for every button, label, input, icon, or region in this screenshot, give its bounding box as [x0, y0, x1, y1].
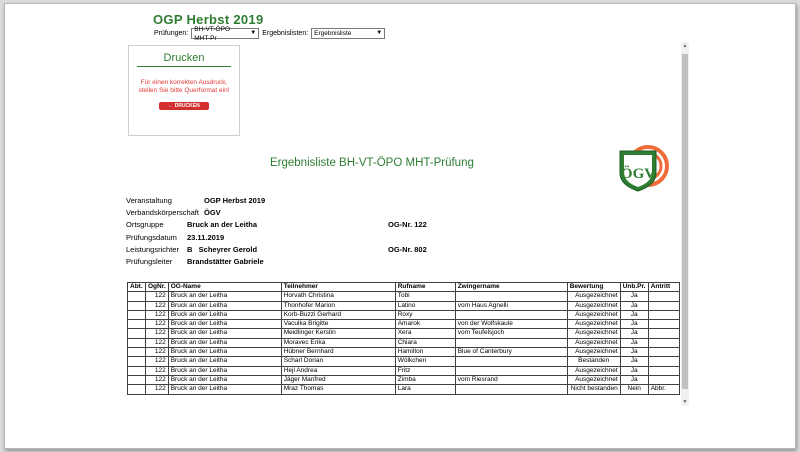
col-antritt: Antritt: [648, 283, 679, 292]
rufname-cell: Xera: [395, 329, 455, 338]
table-row: [128, 366, 680, 375]
table-row: [128, 348, 680, 357]
rufname-cell: Latino: [395, 301, 455, 310]
og-name-cell: Bruck an der Leitha: [168, 348, 281, 357]
print-note: [129, 79, 239, 95]
abt-cell: [128, 320, 146, 329]
table-row: [128, 375, 680, 384]
datum-label: Prüfungsdatum: [126, 232, 177, 242]
leiter-value: Brandstätter Gabriele: [187, 256, 264, 266]
ergebnislisten-label: Ergebnislisten:: [262, 30, 309, 37]
antritt-cell: [648, 366, 679, 375]
antritt-cell: [648, 301, 679, 310]
zwingername-cell: [455, 310, 567, 319]
col-bewertung: Bewertung: [567, 283, 620, 292]
table-row: [128, 301, 680, 310]
table-row: [128, 310, 680, 319]
rufname-cell: Fritz: [395, 366, 455, 375]
datum-value: 23.11.2019: [187, 232, 225, 242]
ognr-cell: 122: [146, 338, 169, 347]
print-note-line-1: Für einen korrekten Ausdruck,: [140, 79, 228, 86]
filter-bar: [154, 25, 385, 42]
ergebnislisten-select[interactable]: [311, 28, 385, 39]
print-note-line-2: stellen Sie bitte Querformat ein!: [138, 87, 230, 94]
og-nr-2: OG-Nr. 802: [388, 244, 427, 254]
print-panel-title: Drucken: [163, 52, 205, 64]
unb-pr-cell: Ja: [620, 348, 648, 357]
bewertung-cell: Bestanden: [567, 357, 620, 366]
unb-pr-cell: Ja: [620, 310, 648, 319]
ognr-cell: 122: [146, 366, 169, 375]
og-name-cell: Bruck an der Leitha: [168, 338, 281, 347]
ognr-cell: 122: [146, 320, 169, 329]
logo-text: ÖGV: [620, 166, 656, 182]
ognr-cell: 122: [146, 292, 169, 301]
pruefungen-label: Prüfungen:: [154, 30, 189, 37]
bewertung-cell: Ausgezeichnet: [567, 375, 620, 384]
table-row: [128, 385, 680, 394]
unb-pr-cell: Ja: [620, 357, 648, 366]
og-name-cell: Bruck an der Leitha: [168, 292, 281, 301]
abt-cell: [128, 310, 146, 319]
meta-row-leiter: [126, 257, 456, 269]
chevron-down-icon: ▼: [376, 30, 383, 36]
rufname-cell: Tobi: [395, 292, 455, 301]
print-button[interactable]: [159, 102, 209, 110]
oegv-logo-icon: [615, 145, 669, 193]
richter-label: Leistungsrichter: [126, 244, 179, 254]
verband-value: ÖGV: [204, 208, 221, 218]
og-name-cell: Bruck an der Leitha: [168, 357, 281, 366]
teilnehmer-cell: Thonhofer Marion: [281, 301, 395, 310]
col-teilnehmer: Teilnehmer: [281, 283, 395, 292]
zwingername-cell: [455, 357, 567, 366]
zwingername-cell: vom Riesrand: [455, 375, 567, 384]
chevron-down-icon: ▼: [250, 30, 257, 36]
veranstaltung-value: OGP Herbst 2019: [204, 196, 266, 205]
rufname-cell: Roxy: [395, 310, 455, 319]
table-header-row: [128, 283, 680, 292]
unb-pr-cell: Ja: [620, 366, 648, 375]
ognr-cell: 122: [146, 375, 169, 384]
abt-cell: [128, 385, 146, 394]
ortsgruppe-label: Ortsgruppe: [126, 220, 164, 230]
teilnehmer-cell: Korb-Buzzi Gerhard: [281, 310, 395, 319]
teilnehmer-cell: Meidlinger Kerstin: [281, 329, 395, 338]
og-name-cell: Bruck an der Leitha: [168, 320, 281, 329]
ognr-cell: 122: [146, 357, 169, 366]
antritt-cell: [648, 375, 679, 384]
bewertung-cell: Ausgezeichnet: [567, 310, 620, 319]
teilnehmer-cell: Hübner Bernhard: [281, 348, 395, 357]
og-name-cell: Bruck an der Leitha: [168, 329, 281, 338]
og-name-cell: Bruck an der Leitha: [168, 366, 281, 375]
teilnehmer-cell: Mraz Thomas: [281, 385, 395, 394]
table-row: [128, 320, 680, 329]
abt-cell: [128, 292, 146, 301]
abt-cell: [128, 357, 146, 366]
antritt-cell: [648, 329, 679, 338]
antritt-cell: [648, 292, 679, 301]
antritt-cell: Abbr.: [648, 385, 679, 394]
antritt-cell: [648, 338, 679, 347]
col-abt: Abt.: [128, 283, 146, 292]
og-name-cell: Bruck an der Leitha: [168, 385, 281, 394]
rufname-cell: Wölkchen: [395, 357, 455, 366]
zwingername-cell: vom Haus Agnelli: [455, 301, 567, 310]
rufname-cell: Hamilton: [395, 348, 455, 357]
teilnehmer-cell: Jäger Manfred: [281, 375, 395, 384]
meta-row-richter: [126, 245, 456, 257]
verband-label: Verbandskörperschaft: [126, 208, 199, 218]
bewertung-cell: Ausgezeichnet: [567, 292, 620, 301]
meta-row-veranstaltung: [126, 196, 456, 208]
zwingername-cell: [455, 338, 567, 347]
table-row: [128, 338, 680, 347]
event-meta: [126, 196, 456, 269]
abt-cell: [128, 301, 146, 310]
divider: [137, 66, 231, 67]
abt-cell: [128, 375, 146, 384]
richter-value: B Scheyrer Gerold: [187, 244, 258, 254]
bewertung-cell: Ausgezeichnet: [567, 329, 620, 338]
unb-pr-cell: Nein: [620, 385, 648, 394]
col-rufname: Rufname: [395, 283, 455, 292]
rufname-cell: Zimba: [395, 375, 455, 384]
scroll-down-icon[interactable]: ▼: [682, 399, 688, 405]
teilnehmer-cell: Vaculka Brigitte: [281, 320, 395, 329]
og-name-cell: Bruck an der Leitha: [168, 375, 281, 384]
zwingername-cell: [455, 366, 567, 375]
unb-pr-cell: Ja: [620, 320, 648, 329]
ognr-cell: 122: [146, 329, 169, 338]
bewertung-cell: Ausgezeichnet: [567, 366, 620, 375]
abt-cell: [128, 329, 146, 338]
abt-cell: [128, 338, 146, 347]
ortsgruppe-value: Bruck an der Leitha: [187, 220, 258, 230]
table-row: [128, 329, 680, 338]
table-row: [128, 357, 680, 366]
table-body: [128, 292, 680, 394]
antritt-cell: [648, 320, 679, 329]
print-panel: [128, 45, 240, 136]
arrow-left-icon: ←: [168, 103, 174, 109]
col-zwingername: Zwingername: [455, 283, 567, 292]
zwingername-cell: [455, 385, 567, 394]
antritt-cell: [648, 310, 679, 319]
unb-pr-cell: Ja: [620, 301, 648, 310]
ognr-cell: 122: [146, 310, 169, 319]
og-name-cell: Bruck an der Leitha: [168, 301, 281, 310]
rufname-cell: Chiara: [395, 338, 455, 347]
abt-cell: [128, 366, 146, 375]
zwingername-cell: vom Teufelsjoch: [455, 329, 567, 338]
bewertung-cell: Ausgezeichnet: [567, 301, 620, 310]
veranstaltung-label: Veranstaltung: [126, 196, 172, 205]
document-title: Ergebnisliste BH-VT-ÖPO MHT-Prüfung: [270, 157, 474, 169]
col-ognr: OgNr.: [146, 283, 169, 292]
meta-row-verband: [126, 208, 456, 220]
rufname-cell: Lara: [395, 385, 455, 394]
pruefungen-select[interactable]: [191, 25, 259, 42]
table-row: [128, 292, 680, 301]
results-table: [127, 282, 680, 395]
pruefungen-select-value: BH-VT-ÖPO MHT-Pr: [194, 25, 231, 42]
ognr-cell: 122: [146, 385, 169, 394]
page-title: OGP Herbst 2019: [153, 12, 264, 27]
browser-window: [4, 3, 796, 449]
zwingername-cell: [455, 292, 567, 301]
antritt-cell: [648, 357, 679, 366]
scrollbar-thumb[interactable]: [682, 54, 688, 389]
leiter-label: Prüfungsleiter: [126, 256, 173, 266]
scroll-up-icon[interactable]: ▲: [682, 43, 688, 49]
zwingername-cell: von der Wolfskaule: [455, 320, 567, 329]
bewertung-cell: Ausgezeichnet: [567, 348, 620, 357]
og-name-cell: Bruck an der Leitha: [168, 310, 281, 319]
print-button-label: DRUCKEN: [174, 103, 200, 109]
og-nr-1: OG-Nr. 122: [388, 220, 427, 230]
bewertung-cell: Ausgezeichnet: [567, 320, 620, 329]
meta-row-datum: [126, 233, 456, 245]
antritt-cell: [648, 348, 679, 357]
zwingername-cell: Blue of Canterbury: [455, 348, 567, 357]
ognr-cell: 122: [146, 301, 169, 310]
teilnehmer-cell: Hejl Andrea: [281, 366, 395, 375]
ognr-cell: 122: [146, 348, 169, 357]
abt-cell: [128, 348, 146, 357]
unb-pr-cell: Ja: [620, 329, 648, 338]
vertical-scrollbar[interactable]: [681, 42, 689, 406]
col-unb-pr: Unb.Pr.: [620, 283, 648, 292]
unb-pr-cell: Ja: [620, 338, 648, 347]
bewertung-cell: Ausgezeichnet: [567, 338, 620, 347]
ergebnislisten-select-value: Ergebnisliste: [314, 30, 352, 37]
teilnehmer-cell: Scharl Dorian: [281, 357, 395, 366]
rufname-cell: Amarok: [395, 320, 455, 329]
bewertung-cell: Nicht bestanden: [567, 385, 620, 394]
unb-pr-cell: Ja: [620, 375, 648, 384]
meta-row-ortsgruppe: [126, 220, 456, 232]
teilnehmer-cell: Horvath Christina: [281, 292, 395, 301]
col-og-name: OG-Name: [168, 283, 281, 292]
teilnehmer-cell: Moravec Erika: [281, 338, 395, 347]
unb-pr-cell: Ja: [620, 292, 648, 301]
